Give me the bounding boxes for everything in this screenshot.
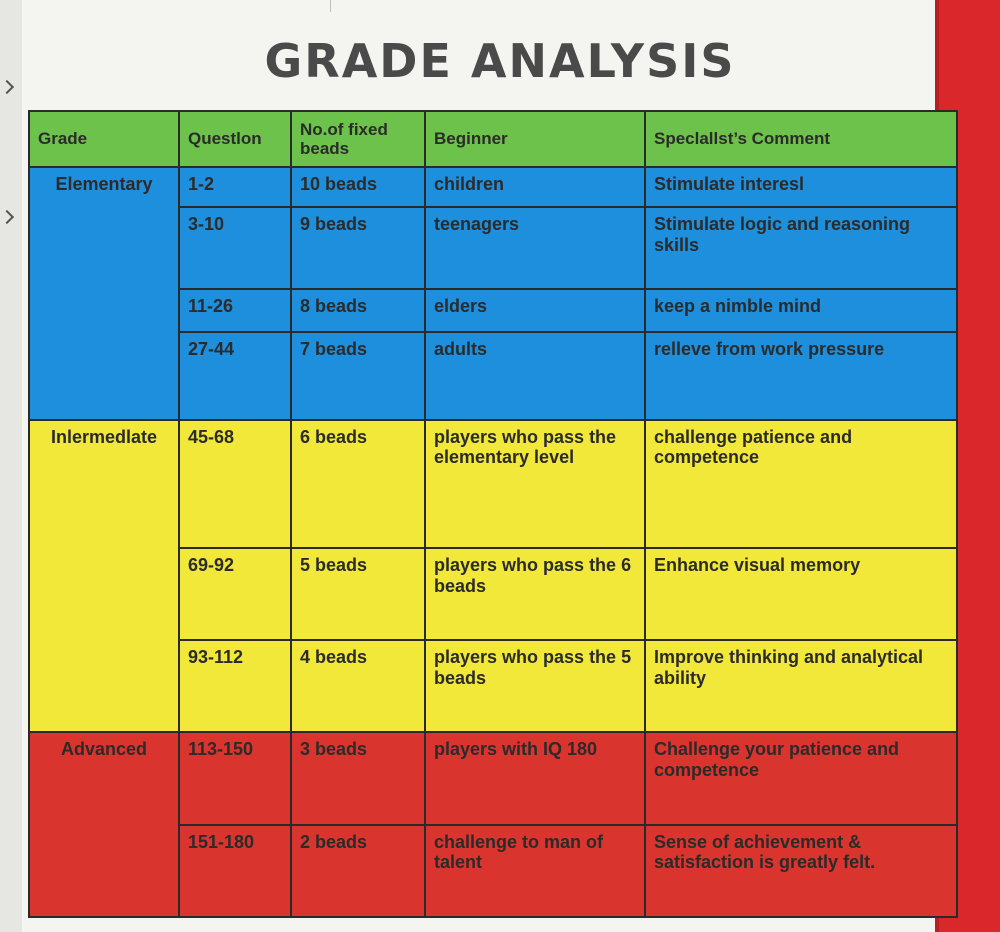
comment-cell: Enhance visual memory bbox=[645, 548, 957, 640]
question-cell: 1-2 bbox=[179, 167, 291, 207]
question-cell: 11-26 bbox=[179, 289, 291, 331]
beads-cell: 8 beads bbox=[291, 289, 425, 331]
beads-cell: 6 beads bbox=[291, 420, 425, 548]
beads-cell: 3 beads bbox=[291, 732, 425, 824]
grade-analysis-table bbox=[28, 110, 958, 918]
table-row bbox=[29, 732, 957, 824]
header-comment: Speclallst’s Comment bbox=[645, 111, 957, 167]
beginner-cell: players with IQ 180 bbox=[425, 732, 645, 824]
beginner-cell: children bbox=[425, 167, 645, 207]
beads-cell: 2 beads bbox=[291, 825, 425, 917]
comment-cell: Challenge your patience and competence bbox=[645, 732, 957, 824]
question-cell: 151-180 bbox=[179, 825, 291, 917]
header-beads: No.of fixed beads bbox=[291, 111, 425, 167]
comment-cell: Improve thinking and analytical ability bbox=[645, 640, 957, 732]
question-cell: 93-112 bbox=[179, 640, 291, 732]
question-cell: 113-150 bbox=[179, 732, 291, 824]
beginner-cell: adults bbox=[425, 332, 645, 420]
comment-cell: Stimulate interesl bbox=[645, 167, 957, 207]
beginner-cell: players who pass the 5 beads bbox=[425, 640, 645, 732]
header-beginner: Beginner bbox=[425, 111, 645, 167]
question-cell: 45-68 bbox=[179, 420, 291, 548]
margin-arrow-icon bbox=[0, 210, 14, 224]
comment-cell: keep a nimble mind bbox=[645, 289, 957, 331]
beginner-cell: players who pass the 6 beads bbox=[425, 548, 645, 640]
question-cell: 3-10 bbox=[179, 207, 291, 289]
comment-cell: challenge patience and competence bbox=[645, 420, 957, 548]
beginner-cell: players who pass the elementary level bbox=[425, 420, 645, 548]
grade-intermediate: Inlermedlate bbox=[29, 420, 179, 733]
table-header-row bbox=[29, 111, 957, 167]
beads-cell: 10 beads bbox=[291, 167, 425, 207]
page-margin bbox=[0, 0, 22, 932]
beads-cell: 5 beads bbox=[291, 548, 425, 640]
header-question: Questlon bbox=[179, 111, 291, 167]
comment-cell: relleve from work pressure bbox=[645, 332, 957, 420]
table-row bbox=[29, 420, 957, 548]
beginner-cell: elders bbox=[425, 289, 645, 331]
header-grade: Grade bbox=[29, 111, 179, 167]
comment-cell: Stimulate logic and reasoning skills bbox=[645, 207, 957, 289]
grade-elementary: Elementary bbox=[29, 167, 179, 420]
page-title: GRADE ANALYSIS bbox=[264, 34, 736, 88]
table-row bbox=[29, 167, 957, 207]
question-cell: 27-44 bbox=[179, 332, 291, 420]
fold-line bbox=[330, 0, 331, 12]
beads-cell: 9 beads bbox=[291, 207, 425, 289]
beginner-cell: teenagers bbox=[425, 207, 645, 289]
grade-advanced: Advanced bbox=[29, 732, 179, 917]
question-cell: 69-92 bbox=[179, 548, 291, 640]
beginner-cell: challenge to man of talent bbox=[425, 825, 645, 917]
comment-cell: Sense of achievement & satisfaction is greatly felt. bbox=[645, 825, 957, 917]
beads-cell: 4 beads bbox=[291, 640, 425, 732]
beads-cell: 7 beads bbox=[291, 332, 425, 420]
